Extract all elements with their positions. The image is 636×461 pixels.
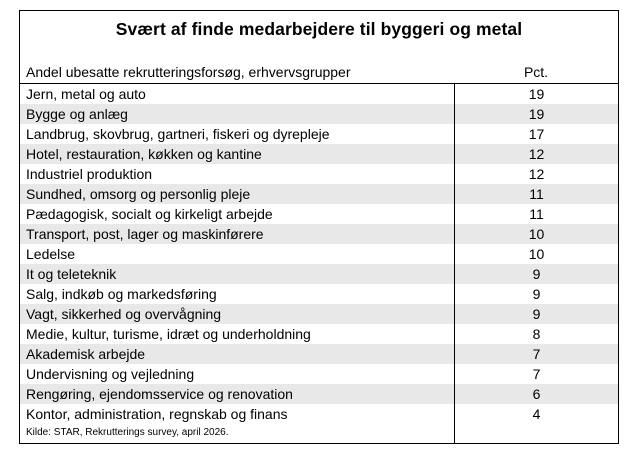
row-pct-value: 10	[454, 224, 618, 244]
table-row	[20, 264, 618, 284]
row-pct-value: 11	[454, 204, 618, 224]
row-label: Salg, indkøb og markedsføring	[26, 285, 217, 302]
table-body	[20, 84, 618, 424]
row-pct-value: 9	[454, 304, 618, 324]
table-row	[20, 244, 618, 264]
row-label: Hotel, restauration, køkken og kantine	[26, 145, 262, 162]
row-pct-value: 19	[454, 104, 618, 124]
table-row	[20, 324, 618, 344]
table-row	[20, 404, 618, 424]
row-label: Akademisk arbejde	[26, 345, 146, 362]
row-label: Undervisning og vejledning	[26, 365, 195, 382]
table-row	[20, 304, 618, 324]
column-divider-extension	[454, 424, 618, 444]
table-row	[20, 104, 618, 124]
table-row	[20, 124, 618, 144]
row-pct-value: 9	[454, 284, 618, 304]
source-row	[20, 424, 618, 444]
table-row	[20, 384, 618, 404]
row-pct-value: 8	[454, 324, 618, 344]
row-pct-value: 12	[454, 144, 618, 164]
row-label: Rengøring, ejendomsservice og renovation	[26, 385, 293, 402]
row-label: Kontor, administration, regnskab og finans	[26, 405, 288, 422]
row-label: Jern, metal og auto	[26, 85, 146, 102]
table-row	[20, 344, 618, 364]
row-pct-value: 17	[454, 124, 618, 144]
row-label: Bygge og anlæg	[26, 105, 128, 122]
row-label: Landbrug, skovbrug, gartneri, fiskeri og dyrepleje	[26, 125, 330, 142]
table-header	[20, 49, 618, 84]
table-row	[20, 144, 618, 164]
row-label: Vagt, sikkerhed og overvågning	[26, 305, 222, 322]
row-pct-value: 7	[454, 364, 618, 384]
row-pct-value: 10	[454, 244, 618, 264]
row-pct-value: 19	[454, 84, 618, 104]
row-pct-value: 7	[454, 344, 618, 364]
table-row	[20, 84, 618, 104]
row-pct-value: 12	[454, 164, 618, 184]
table-figure	[19, 10, 619, 444]
row-label: Medie, kultur, turisme, idræt og underholdning	[26, 325, 311, 342]
row-pct-value: 6	[454, 384, 618, 404]
table-row	[20, 224, 618, 244]
table-row	[20, 204, 618, 224]
figure-title: Svært af finde medarbejdere til byggeri og metal	[115, 19, 523, 39]
source-note: Kilde: STAR, Rekrutterings survey, april 2026.	[26, 427, 229, 438]
column-header-pct: Pct.	[523, 63, 549, 80]
table-row	[20, 364, 618, 384]
row-label: Industriel produktion	[26, 165, 153, 182]
row-pct-value: 9	[454, 264, 618, 284]
table-row	[20, 184, 618, 204]
row-label: Sundhed, omsorg og personlig pleje	[26, 185, 251, 202]
row-label: Transport, post, lager og maskinførere	[26, 225, 264, 242]
row-pct-value: 4	[454, 404, 618, 424]
table-row	[20, 284, 618, 304]
row-label: Ledelse	[26, 245, 76, 262]
column-header-groups: Andel ubesatte rekrutteringsforsøg, erhvervsgrupper	[26, 63, 351, 80]
row-pct-value: 11	[454, 184, 618, 204]
row-label: It og teleteknik	[26, 265, 117, 282]
table-row	[20, 164, 618, 184]
row-label: Pædagogisk, socialt og kirkeligt arbejde	[26, 205, 273, 222]
